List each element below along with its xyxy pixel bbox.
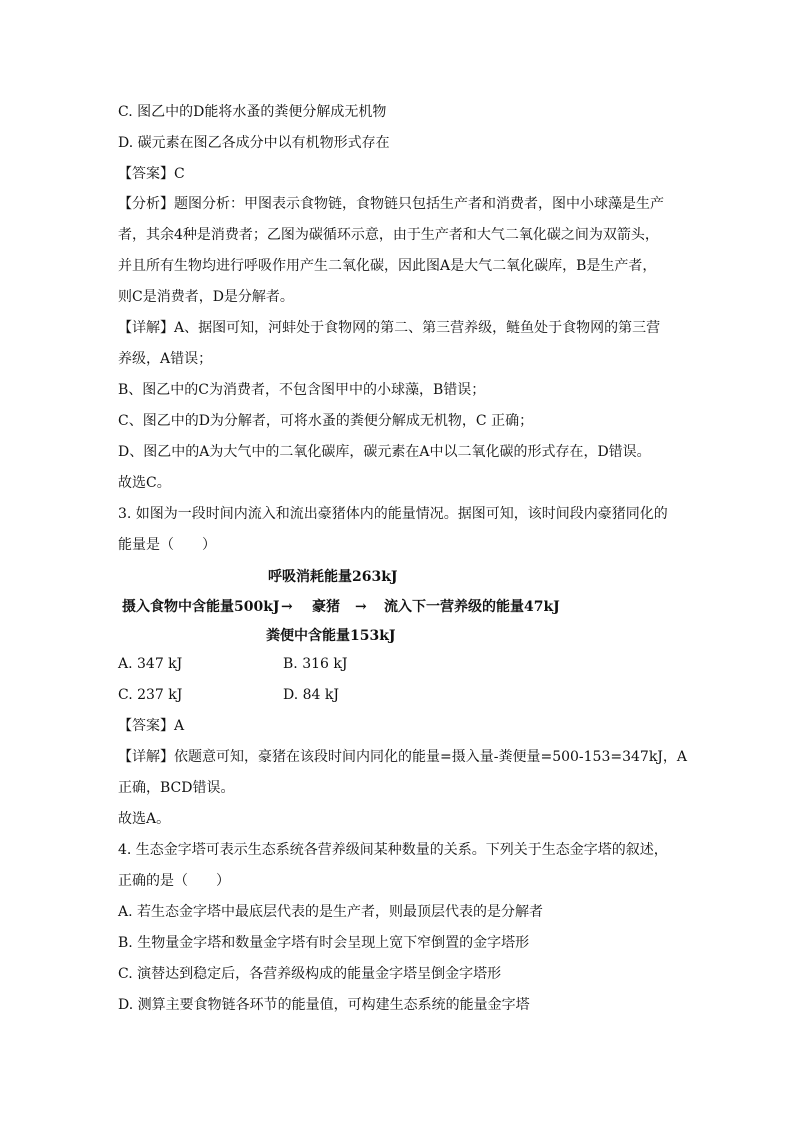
analysis-line: 则C是消费者，D是分解者。 xyxy=(118,289,294,305)
question-stem-line: 4. 生态金字塔可表示生态系统各营养级间某种数量的关系。下列关于生态金字塔的叙述， xyxy=(118,842,668,858)
diagram-next-level-label: 流入下一营养级的能量47kJ xyxy=(384,599,560,615)
analysis-line: 【分析】题图分析：甲图表示食物链，食物链只包括生产者和消费者，图中小球藻是生产 xyxy=(118,196,664,212)
answer-label: 【答案】C xyxy=(118,166,185,182)
diagram-porcupine-label: 豪猪 xyxy=(312,599,340,615)
analysis-line: 并且所有生物均进行呼吸作用产生二氧化碳，因此图A是大气二氧化碳库，B是生产者， xyxy=(118,258,657,274)
diagram-intake-label: 摄入食物中含能量500kJ xyxy=(122,599,280,615)
arrow-right-icon: → xyxy=(281,599,293,615)
option-b-text: B. 生物量金字塔和数量金字塔有时会呈现上宽下窄倒置的金字塔形 xyxy=(118,935,530,951)
conclusion-text: 故选A。 xyxy=(118,811,171,827)
option-a-text: A. 若生态金字塔中最底层代表的是生产者，则最顶层代表的是分解者 xyxy=(118,904,544,920)
arrow-right-icon: → xyxy=(355,599,367,615)
option-d-text: D. 测算主要食物链各环节的能量值，可构建生态系统的能量金字塔 xyxy=(118,997,530,1013)
analysis-line: 者，其余4种是消费者；乙图为碳循环示意，由于生产者和大气二氧化碳之间为双箭头， xyxy=(118,227,659,243)
diagram-feces-label: 粪便中含能量153kJ xyxy=(266,628,396,644)
conclusion-text: 故选C。 xyxy=(118,475,171,491)
detail-line: 养级，A错误； xyxy=(118,351,213,367)
option-c-text: C. 演替达到稳定后，各营养级构成的能量金字塔呈倒金字塔形 xyxy=(118,966,502,982)
option-d-text: D. 碳元素在图乙各成分中以有机物形式存在 xyxy=(118,135,390,151)
detail-line: D、图乙中的A为大气中的二氧化碳库，碳元素在A中以二氧化碳的形式存在，D错误。 xyxy=(118,444,651,460)
detail-line: 【详解】A、据图可知，河蚌处于食物网的第二、第三营养级，鲢鱼处于食物网的第三营 xyxy=(118,320,661,336)
detail-line: 【详解】依题意可知，豪猪在该段时间内同化的能量=摄入量-粪便量=500-153=347kJ，A xyxy=(118,749,688,765)
option-c-text: C. 图乙中的D能将水蚤的粪便分解成无机物 xyxy=(118,104,387,120)
detail-line: B、图乙中的C为消费者，不包含图甲中的小球藻，B错误； xyxy=(118,382,486,398)
option-a-text: A. 347 kJ xyxy=(118,656,183,672)
option-d-text: D. 84 kJ xyxy=(283,687,339,703)
diagram-respiration-label: 呼吸消耗能量263kJ xyxy=(268,569,398,585)
answer-label: 【答案】A xyxy=(118,718,185,734)
question-stem-line: 正确的是（ ） xyxy=(118,873,230,889)
detail-line: C、图乙中的D为分解者，可将水蚤的粪便分解成无机物，C 正确； xyxy=(118,413,534,429)
question-stem-line: 3. 如图为一段时间内流入和流出豪猪体内的能量情况。据图可知，该时间段内豪猪同化的 xyxy=(118,506,668,522)
option-b-text: B. 316 kJ xyxy=(283,656,348,672)
detail-line: 正确，BCD错误。 xyxy=(118,780,235,796)
question-stem-line: 能量是（ ） xyxy=(118,537,216,553)
option-c-text: C. 237 kJ xyxy=(118,687,183,703)
